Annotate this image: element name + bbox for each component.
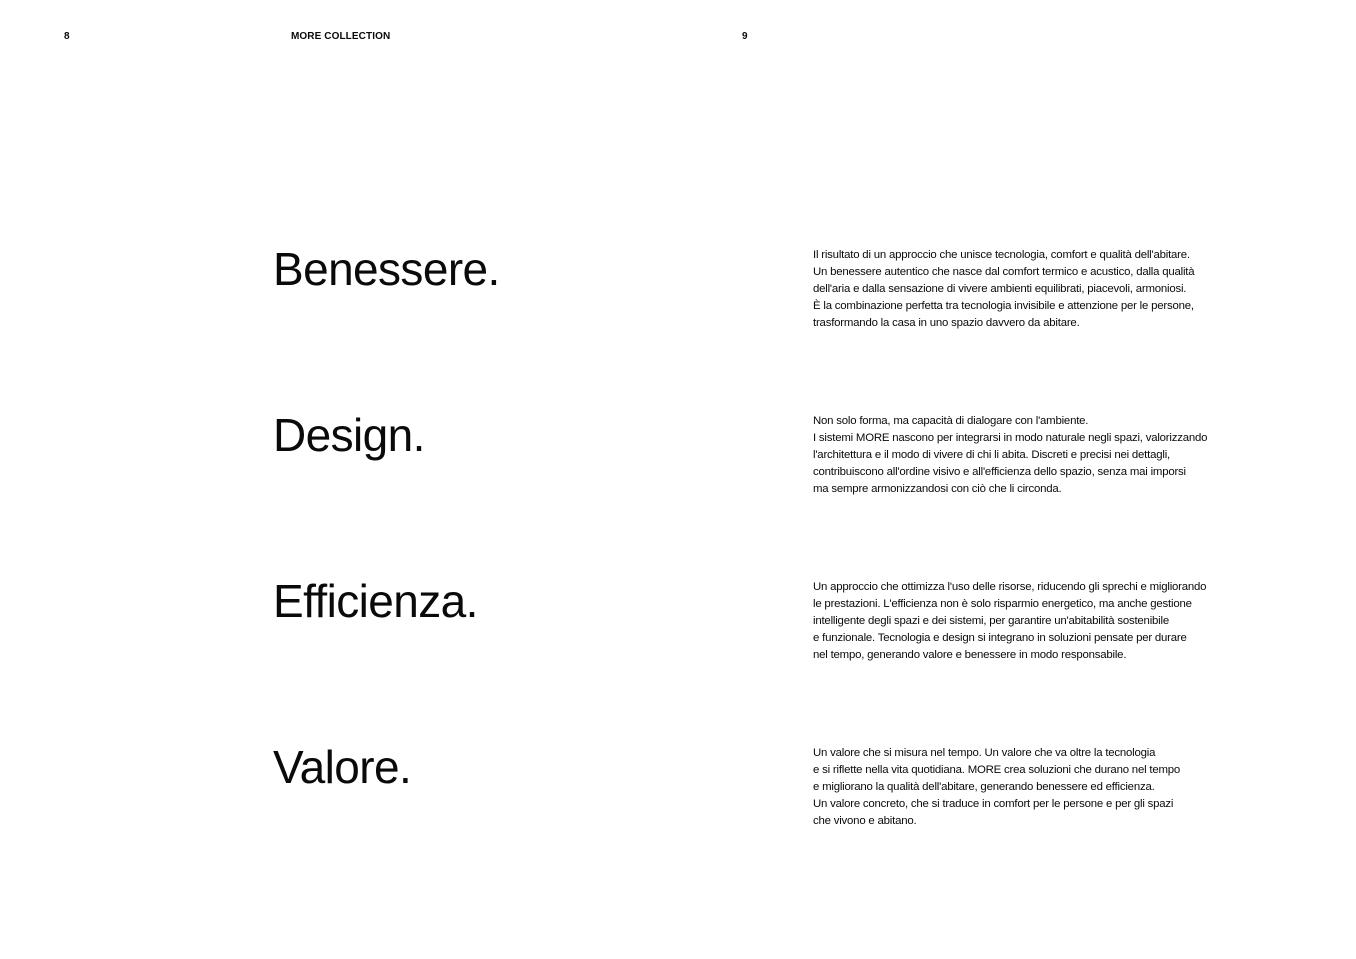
body-line: l'architettura e il modo di vivere di chi li abita. Discreti e precisi nei dettagli, <box>813 449 1171 461</box>
body-line: e si riflette nella vita quotidiana. MORE crea soluzioni che durano nel tempo <box>813 764 1181 776</box>
body-line: I sistemi MORE nascono per integrarsi in modo naturale negli spazi, valorizzando <box>813 432 1208 444</box>
section-body-valore <box>813 745 1233 830</box>
section-heading-benessere: Benessere. <box>273 243 500 295</box>
body-line: Il risultato di un approccio che unisce tecnologia, comfort e qualità dell'abitare. <box>813 249 1190 261</box>
body-line: e funzionale. Tecnologia e design si integrano in soluzioni pensate per durare <box>813 632 1187 644</box>
body-line: trasformando la casa in uno spazio davvero da abitare. <box>813 317 1080 329</box>
section-body-design <box>813 413 1233 498</box>
body-line: che vivono e abitano. <box>813 815 917 827</box>
body-line: Un valore concreto, che si traduce in comfort per le persone e per gli spazi <box>813 798 1174 810</box>
body-line: Un benessere autentico che nasce dal comfort termico e acustico, dalla qualità <box>813 266 1195 278</box>
body-line: e migliorano la qualità dell'abitare, generando benessere ed efficienza. <box>813 781 1155 793</box>
body-line: È la combinazione perfetta tra tecnologia invisibile e attenzione per le persone, <box>813 300 1194 312</box>
body-line: contribuiscono all'ordine visivo e all'efficienza dello spazio, senza mai imporsi <box>813 466 1186 478</box>
body-line: Un valore che si misura nel tempo. Un valore che va oltre la tecnologia <box>813 747 1156 759</box>
body-line: nel tempo, generando valore e benessere in modo responsabile. <box>813 649 1127 661</box>
body-line: Non solo forma, ma capacità di dialogare con l'ambiente. <box>813 415 1089 427</box>
section-body-efficienza <box>813 579 1233 664</box>
section-heading-efficienza: Efficienza. <box>273 575 478 627</box>
section-heading-valore: Valore. <box>273 741 412 793</box>
section-heading-design: Design. <box>273 409 425 461</box>
body-line: le prestazioni. L'efficienza non è solo risparmio energetico, ma anche gestione <box>813 598 1192 610</box>
body-line: Un approccio che ottimizza l'uso delle risorse, riducendo gli sprechi e migliorando <box>813 581 1207 593</box>
right-page-number: 9 <box>742 31 748 42</box>
body-line: intelligente degli spazi e dei sistemi, per garantire un'abitabilità sostenibile <box>813 615 1169 627</box>
section-body-benessere <box>813 247 1233 332</box>
body-line: dell'aria e dalla sensazione di vivere ambienti equilibrati, piacevoli, armoniosi. <box>813 283 1187 295</box>
left-page-number: 8 <box>64 31 70 42</box>
running-header-title: MORE COLLECTION <box>291 31 391 42</box>
body-line: ma sempre armonizzandosi con ciò che li circonda. <box>813 483 1062 495</box>
